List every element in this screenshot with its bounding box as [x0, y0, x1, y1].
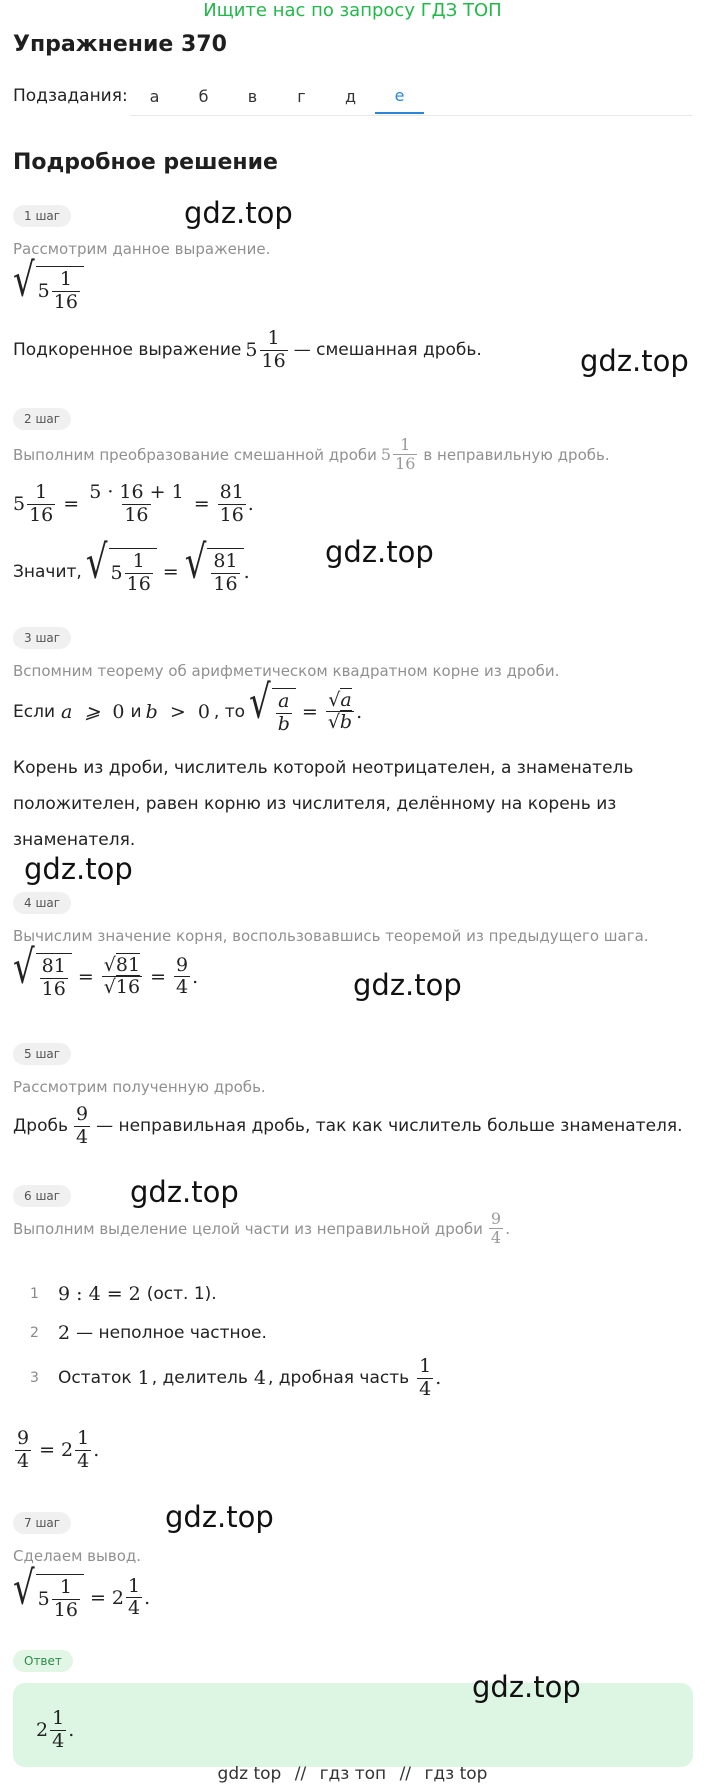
step-5-t1: Дробь: [13, 1116, 68, 1137]
step-2-note: [13, 436, 610, 474]
step-2-text: Значит,: [13, 561, 82, 582]
step-6-badge: 6 шаг: [13, 1185, 71, 1207]
step-1-badge: 1 шаг: [13, 205, 71, 227]
divisor-value: 4: [253, 1367, 266, 1390]
step-6-note-fraction: $\frac{9}{4}$ .: [490, 1209, 511, 1248]
step-7-badge: 7 шаг: [13, 1512, 71, 1534]
list-item-t3: , дробная часть: [268, 1368, 410, 1389]
step-3-note: Вспомним теорему об арифметическом квадратном корне из дроби.: [13, 662, 560, 680]
list-item: [30, 1276, 217, 1312]
subtask-tabs: [130, 78, 424, 114]
footer-separator: //: [294, 1764, 307, 1784]
division-expression: 9 : 4 = 2: [58, 1283, 141, 1305]
watermark: gdz.top: [165, 1500, 274, 1534]
tab-b[interactable]: б: [198, 86, 209, 106]
step-7-note: Сделаем вывод.: [13, 1547, 142, 1565]
section-title: Подробное решение: [13, 150, 278, 175]
list-item-t1: Остаток: [58, 1368, 132, 1389]
answer-value: 2 $\frac{1}{4}$ .: [36, 1707, 75, 1752]
footer-link-2[interactable]: гдз топ: [319, 1764, 387, 1784]
footer: [0, 1764, 705, 1784]
list-item-rest: (ост. 1).: [146, 1284, 217, 1304]
step-2-note-fraction: 5 $\frac{1}{16}$: [380, 435, 416, 474]
list-item: [30, 1315, 267, 1351]
remainder-value: 1: [137, 1367, 150, 1390]
watermark: gdz.top: [472, 1670, 581, 1704]
answer-badge: Ответ: [13, 1650, 73, 1672]
step-2-badge: 2 шаг: [13, 408, 71, 430]
quotient-value: 2: [58, 1322, 71, 1344]
step-2-conclusion: [13, 535, 250, 596]
step-2-note1: Выполним преобразование смешанной дроби: [13, 445, 377, 464]
watermark: gdz.top: [325, 535, 434, 569]
tab-g[interactable]: г: [297, 86, 306, 106]
list-item-number: 2: [30, 1325, 39, 1341]
list-item-number: 3: [30, 1370, 39, 1387]
top-banner[interactable]: Ищите нас по запросу ГДЗ ТОП: [203, 0, 502, 21]
math-a-nonneg: a ⩾ 0: [61, 700, 125, 723]
step-3-formula: √ $\frac{a}{b}$ = $\frac{√a}{√b}$ .: [249, 675, 363, 735]
step-3-if: Если: [13, 701, 56, 722]
fraction-9-4: $\frac{9}{4}$: [75, 1103, 89, 1148]
math-b-pos: b > 0: [145, 700, 210, 723]
page-title: Упражнение 370: [13, 32, 227, 57]
step-2-conversion: 5 $\frac{1}{16}$ = $\frac{5 \cdot 16 + 1}{16}$ = $\frac{81}{16}$ .: [13, 481, 254, 526]
step-1-note: Рассмотрим данное выражение.: [13, 240, 271, 258]
step-3-badge: 3 шаг: [13, 627, 71, 649]
mixed-fraction: 5 $\frac{1}{16}$: [245, 327, 286, 372]
step-6-note-line: [13, 1210, 510, 1248]
list-item-t2: , делитель: [151, 1368, 248, 1389]
list-item-text: — неполное частное.: [76, 1323, 267, 1343]
list-item: [30, 1356, 441, 1401]
watermark: gdz.top: [184, 196, 293, 230]
tab-d[interactable]: д: [344, 86, 357, 106]
step-3-then: , то: [213, 701, 246, 722]
watermark: gdz.top: [130, 1175, 239, 1209]
watermark: gdz.top: [353, 968, 462, 1002]
step-4-calculation: √ $\frac{81}{16}$ = $\frac{√81}{√16}$ = $\frac{9}{4}$ .: [13, 940, 199, 1000]
tabs-divider: [130, 115, 692, 116]
step-6-note: Выполним выделение целой части из неправильной дроби: [13, 1219, 483, 1238]
step-3-p2: положителен, равен корню из числителя, делённому на корень из: [13, 794, 617, 814]
step-5-t2: — неправильная дробь, так как числитель больше знаменателя.: [96, 1116, 683, 1137]
watermark: gdz.top: [24, 852, 133, 886]
step-1-expression: √ 5 $\frac{1}{16}$: [13, 266, 84, 314]
answer-box: [13, 1683, 693, 1767]
step-7-conclusion: √ 5 $\frac{1}{16}$ = 2 $\frac{1}{4}$ .: [13, 1561, 151, 1621]
footer-link-1[interactable]: gdz top: [217, 1764, 282, 1784]
step-1-line: [13, 328, 482, 373]
step-3-p1: Корень из дроби, числитель которой неотрицателен, а знаменатель: [13, 758, 634, 778]
step-5-badge: 5 шаг: [13, 1043, 71, 1065]
step-4-badge: 4 шаг: [13, 892, 71, 914]
step-5-line: [13, 1104, 683, 1149]
tab-a[interactable]: а: [149, 86, 160, 106]
step-5-note: Рассмотрим полученную дробь.: [13, 1078, 266, 1096]
tab-v[interactable]: в: [247, 86, 258, 106]
subtasks-label: Подзадания:: [13, 86, 128, 106]
step-1-text1: Подкоренное выражение: [13, 340, 242, 361]
step-6-result: $\frac{9}{4}$ = 2 $\frac{1}{4}$ .: [17, 1427, 100, 1472]
step-2-conclusion-math: √ 5 $\frac{1}{16}$ = √ $\frac{81}{16}$ .: [85, 535, 250, 595]
list-item-number: 1: [30, 1286, 39, 1302]
step-1-text2: — смешанная дробь.: [293, 340, 482, 361]
footer-link-3[interactable]: гдз top: [424, 1764, 488, 1784]
step-3-p3: знаменателя.: [13, 830, 136, 850]
step-4-note: Вычислим значение корня, воспользовавшись теоремой из предыдущего шага.: [13, 927, 649, 945]
watermark: gdz.top: [580, 344, 689, 378]
fraction-1-4: $\frac{1}{4}$ .: [419, 1355, 442, 1400]
step-2-note2: в неправильную дробь.: [423, 445, 610, 464]
step-3-and: и: [130, 701, 142, 722]
tab-e[interactable]: е: [375, 78, 424, 114]
step-3-theorem: [13, 675, 363, 736]
footer-separator: //: [399, 1764, 412, 1784]
